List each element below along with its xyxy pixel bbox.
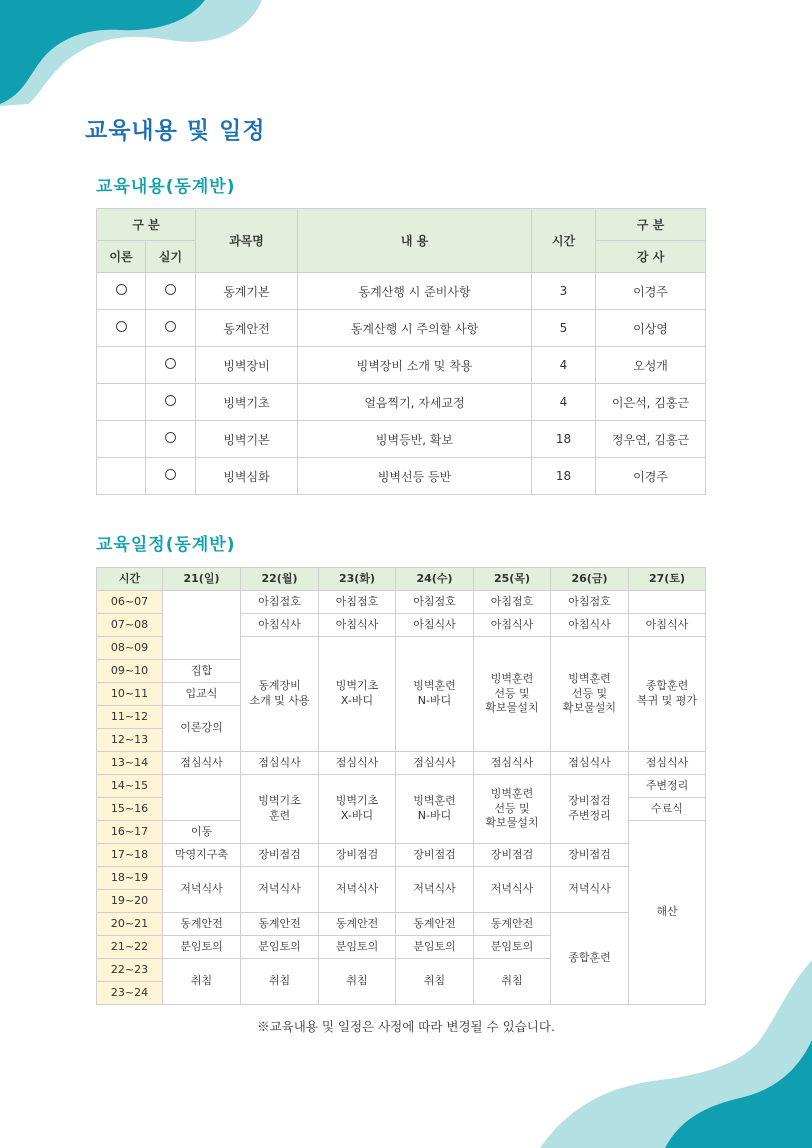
content-subject: 빙벽기본: [196, 421, 298, 458]
time-slot: 07~08: [97, 614, 163, 637]
schedule-cell: 장비점검: [396, 844, 474, 867]
schedule-cell: 아침점호: [396, 591, 474, 614]
practice-mark: [146, 347, 196, 384]
content-hours: 18: [532, 458, 596, 495]
schedule-header-sun: 21(일): [163, 568, 241, 591]
schedule-cell: 아침식사: [551, 614, 629, 637]
schedule-cell: 점심식사: [551, 752, 629, 775]
schedule-cell: 저녁식사: [396, 867, 474, 913]
content-hours: 18: [532, 421, 596, 458]
schedule-cell: 주변정리: [629, 775, 706, 798]
header-content: 내 용: [298, 209, 532, 273]
practice-mark: [146, 273, 196, 310]
schedule-cell: 장비점검: [319, 844, 396, 867]
schedule-cell: 아침식사: [241, 614, 319, 637]
schedule-cell-block: 동계장비 소개 및 사용: [241, 637, 319, 752]
content-content: 동계산행 시 준비사항: [298, 273, 532, 310]
schedule-cell-block: 빙벽훈련 N-바디: [396, 637, 474, 752]
content-hours: 4: [532, 347, 596, 384]
theory-mark: [97, 310, 146, 347]
schedule-cell: 동계안전: [319, 913, 396, 936]
education-schedule-table: [96, 567, 706, 1005]
content-content: 동계산행 시 주의할 사항: [298, 310, 532, 347]
content-content: 얼음찍기, 자세교정: [298, 384, 532, 421]
time-slot: 14~15: [97, 775, 163, 798]
schedule-cell-block: 취침: [396, 959, 474, 1005]
schedule-header-mon: 22(월): [241, 568, 319, 591]
time-slot: 12~13: [97, 729, 163, 752]
time-slot: 16~17: [97, 821, 163, 844]
theory-mark: [97, 421, 146, 458]
content-row: [97, 310, 706, 347]
schedule-cell: 저녁식사: [319, 867, 396, 913]
schedule-header-sat: 27(토): [629, 568, 706, 591]
practice-mark: [146, 421, 196, 458]
circle-mark-icon: [116, 321, 127, 332]
schedule-cell-empty: [163, 591, 241, 660]
time-slot: 22~23: [97, 959, 163, 982]
schedule-header-time: 시간: [97, 568, 163, 591]
schedule-cell: 장비점검: [551, 844, 629, 867]
content-content: 빙벽등반, 확보: [298, 421, 532, 458]
schedule-cell-block: 빙벽기초 훈련: [241, 775, 319, 844]
practice-mark: [146, 384, 196, 421]
schedule-cell-block: 빙벽훈련 N-바디: [396, 775, 474, 844]
schedule-cell: 입교식: [163, 683, 241, 706]
schedule-cell: 점심식사: [163, 752, 241, 775]
schedule-section-title: 교육일정(동계반): [96, 535, 236, 555]
schedule-cell: 아침식사: [396, 614, 474, 637]
time-slot: 10~11: [97, 683, 163, 706]
content-content: 빙벽선등 등반: [298, 458, 532, 495]
header-instructor: 강 사: [596, 241, 706, 273]
schedule-cell: 점심식사: [474, 752, 551, 775]
schedule-cell: 분임토의: [474, 936, 551, 959]
schedule-cell-block: 취침: [474, 959, 551, 1005]
schedule-cell-block: 종합훈련: [551, 913, 629, 1005]
content-row: [97, 421, 706, 458]
schedule-cell: 분임토의: [163, 936, 241, 959]
schedule-cell-block: 종합훈련 복귀 및 평가: [629, 637, 706, 752]
schedule-cell: 동계안전: [474, 913, 551, 936]
content-instructor: 이은석, 김홍근: [596, 384, 706, 421]
schedule-header-wed: 24(수): [396, 568, 474, 591]
time-slot: 11~12: [97, 706, 163, 729]
schedule-header-tue: 23(화): [319, 568, 396, 591]
time-slot: 23~24: [97, 982, 163, 1005]
footnote: ※교육내용 및 일정은 사정에 따라 변경될 수 있습니다.: [257, 1019, 555, 1034]
content-subject: 빙벽심화: [196, 458, 298, 495]
header-practice: 실기: [146, 241, 196, 273]
schedule-cell: 분임토의: [241, 936, 319, 959]
content-content: 빙벽장비 소개 및 착용: [298, 347, 532, 384]
schedule-cell: 아침점호: [551, 591, 629, 614]
schedule-cell: 저녁식사: [241, 867, 319, 913]
education-content-table: [96, 208, 706, 495]
schedule-cell: 점심식사: [319, 752, 396, 775]
schedule-cell: 저녁식사: [551, 867, 629, 913]
schedule-cell-block: 취침: [163, 959, 241, 1005]
content-subject: 동계안전: [196, 310, 298, 347]
schedule-cell: 동계안전: [241, 913, 319, 936]
schedule-cell: 동계안전: [163, 913, 241, 936]
content-row: [97, 458, 706, 495]
schedule-cell: 아침식사: [474, 614, 551, 637]
schedule-cell: 아침점호: [474, 591, 551, 614]
content-row: [97, 273, 706, 310]
schedule-cell-block: 빙벽훈련 선등 및 확보물설치: [474, 637, 551, 752]
content-instructor: 정우연, 김홍근: [596, 421, 706, 458]
schedule-cell-block: 장비점검 주변정리: [551, 775, 629, 844]
content-row: [97, 384, 706, 421]
content-instructor: 이경주: [596, 458, 706, 495]
content-instructor: 이경주: [596, 273, 706, 310]
schedule-cell: 분임토의: [319, 936, 396, 959]
circle-mark-icon: [165, 469, 176, 480]
practice-mark: [146, 458, 196, 495]
schedule-cell: 막영지구축: [163, 844, 241, 867]
schedule-cell-block: 취침: [241, 959, 319, 1005]
schedule-cell: 장비점검: [474, 844, 551, 867]
schedule-cell-empty: [163, 775, 241, 821]
schedule-cell: 아침점호: [319, 591, 396, 614]
schedule-cell: 아침식사: [319, 614, 396, 637]
time-slot: 15~16: [97, 798, 163, 821]
circle-mark-icon: [116, 284, 127, 295]
content-row: [97, 347, 706, 384]
schedule-cell: 점심식사: [241, 752, 319, 775]
time-slot: 06~07: [97, 591, 163, 614]
theory-mark: [97, 458, 146, 495]
schedule-cell-block: 취침: [319, 959, 396, 1005]
circle-mark-icon: [165, 284, 176, 295]
circle-mark-icon: [165, 432, 176, 443]
content-section-title: 교육내용(동계반): [96, 177, 236, 197]
content-hours: 5: [532, 310, 596, 347]
schedule-cell: 수료식: [629, 798, 706, 821]
content-instructor: 이상영: [596, 310, 706, 347]
schedule-cell-block: 빙벽기초 X-바디: [319, 775, 396, 844]
content-instructor: 오성개: [596, 347, 706, 384]
content-hours: 3: [532, 273, 596, 310]
header-subject: 과목명: [196, 209, 298, 273]
page-title: 교육내용 및 일정: [85, 118, 266, 144]
header-category: 구 분: [97, 209, 196, 241]
schedule-cell-block: 빙벽훈련 선등 및 확보물설치: [551, 637, 629, 752]
header-hours: 시간: [532, 209, 596, 273]
schedule-cell: 분임토의: [396, 936, 474, 959]
practice-mark: [146, 310, 196, 347]
time-slot: 19~20: [97, 890, 163, 913]
content-hours: 4: [532, 384, 596, 421]
schedule-cell: 동계안전: [396, 913, 474, 936]
schedule-header-thu: 25(목): [474, 568, 551, 591]
content-subject: 빙벽장비: [196, 347, 298, 384]
schedule-cell-empty: [629, 591, 706, 614]
schedule-cell: 저녁식사: [163, 867, 241, 913]
content-subject: 동계기본: [196, 273, 298, 310]
header-theory: 이론: [97, 241, 146, 273]
schedule-cell: 아침점호: [241, 591, 319, 614]
schedule-cell: 아침식사: [629, 614, 706, 637]
theory-mark: [97, 384, 146, 421]
circle-mark-icon: [165, 321, 176, 332]
time-slot: 18~19: [97, 867, 163, 890]
time-slot: 08~09: [97, 637, 163, 660]
schedule-cell-block: 빙벽훈련 선등 및 확보물설치: [474, 775, 551, 844]
header-category-2: 구 분: [596, 209, 706, 241]
schedule-cell: 이동: [163, 821, 241, 844]
time-slot: 09~10: [97, 660, 163, 683]
time-slot: 20~21: [97, 913, 163, 936]
schedule-cell: 이론강의: [163, 706, 241, 752]
schedule-cell: 점심식사: [629, 752, 706, 775]
schedule-cell: 저녁식사: [474, 867, 551, 913]
circle-mark-icon: [165, 358, 176, 369]
circle-mark-icon: [165, 395, 176, 406]
schedule-header-fri: 26(금): [551, 568, 629, 591]
theory-mark: [97, 273, 146, 310]
schedule-cell-block: 해산: [629, 821, 706, 1005]
schedule-cell: 장비점검: [241, 844, 319, 867]
time-slot: 17~18: [97, 844, 163, 867]
time-slot: 13~14: [97, 752, 163, 775]
schedule-cell: 집합: [163, 660, 241, 683]
schedule-cell: 점심식사: [396, 752, 474, 775]
time-slot: 21~22: [97, 936, 163, 959]
schedule-cell-block: 빙벽기초 X-바디: [319, 637, 396, 752]
content-subject: 빙벽기초: [196, 384, 298, 421]
theory-mark: [97, 347, 146, 384]
